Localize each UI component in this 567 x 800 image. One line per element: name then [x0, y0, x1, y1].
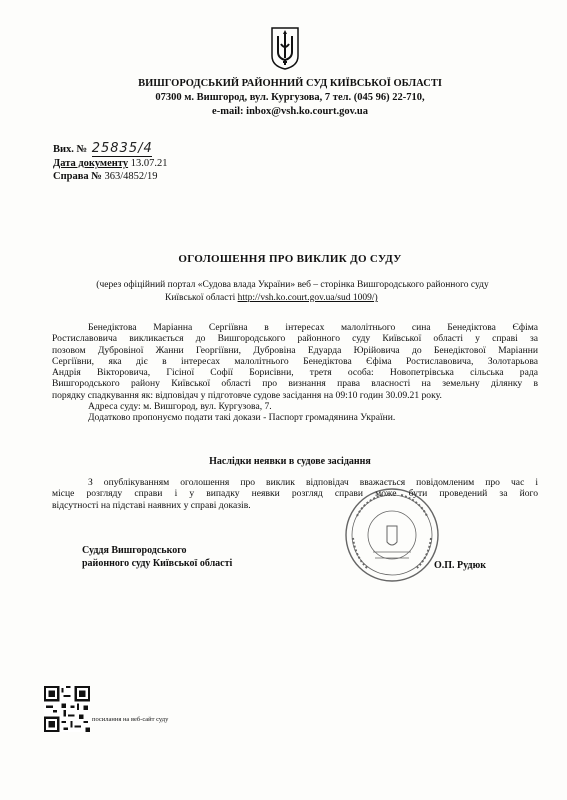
evidence-line: Додатково пропонуємо подати такі докази - Паспорт громадянина України. [88, 412, 396, 424]
outgoing-number-row [53, 141, 152, 157]
body-line: Вишгородського району Київської області про визнання права власності на земельну ділянку в [52, 378, 538, 390]
outgoing-number-label: Вих. № [53, 144, 88, 155]
case-number-row [53, 171, 158, 182]
court-website-link[interactable]: http://vsh.ko.court.gov.ua/sud 1009/) [237, 293, 378, 303]
document-date-label: Дата документу [53, 158, 129, 169]
consequences-title: Наслідки неявки в судове засідання [209, 456, 371, 467]
court-address-line: Адреса суду: м. Вишгород, вул. Кургузова, 7. [88, 401, 272, 413]
consequences-body [52, 477, 538, 511]
body-line: порядку спадкування як: відповідач у підготовче судове засідання на 09:10 годин 30.09.21 року. [52, 389, 442, 401]
consequences-line: З опублікуванням оголошення про виклик відповідач вважається повідомленим про час і [88, 477, 538, 488]
court-name: ВИШГОРОДСЬКИЙ РАЙОННИЙ СУД КИЇВСЬКОЇ ОБЛАСТІ [138, 78, 442, 89]
subtitle-line-2 [165, 292, 545, 304]
court-seal-stamp-icon [343, 486, 441, 584]
consequences-line: відсутності на підставі наявних у справі доказів. [52, 499, 251, 511]
document-date-row [53, 158, 167, 169]
trident-emblem-icon [270, 24, 300, 70]
document-date-value: 13.07.21 [130, 158, 168, 169]
notice-body [52, 322, 538, 424]
outgoing-number-value: 25835/4 [91, 141, 153, 156]
qr-caption: посилання на веб-сайт суду [92, 716, 169, 723]
body-line: Сергіївни, яка діє в інтересах малолітнього Бенедіктова Єфіма Ростиславовича, Золотарьова [52, 355, 538, 367]
court-email: e-mail: inbox@vsh.ko.court.gov.ua [212, 106, 368, 117]
case-number-label: Справа № [53, 171, 102, 182]
subtitle-line-1: (через офіційний портал «Судова влада України» веб – сторінка Вишгородського районного суду [96, 280, 489, 290]
body-line: Бенедіктова Маріанна Сергіївна в інтересах малолітнього сина Бенедіктова Єфіма [88, 322, 538, 333]
body-line: позовом Дубровіної Жанни Георгіївни, Дубровіна Едуарда Юрійовича до Бенедіктової Маріанни [52, 344, 538, 356]
signature-line-2: районного суду Київської області [82, 558, 233, 569]
case-number-value: 363/4852/19 [104, 171, 158, 182]
notice-title: ОГОЛОШЕННЯ ПРО ВИКЛИК ДО СУДУ [178, 253, 402, 265]
consequences-line: місце розгляду справи і у випадку неявки розгляд справи може бути проведений за його [52, 488, 538, 500]
body-line: Андрія Вікторовича, Гісіної Софії Борисівни, третя особа: Новопетрівська сільська рада [52, 367, 538, 379]
subtitle-text: Київської області [165, 293, 238, 303]
judge-name: О.П. Рудюк [434, 560, 486, 571]
court-address: 07300 м. Вишгород, вул. Кургузова, 7 тел. (045 96) 22-710, [155, 92, 425, 103]
qr-code-icon[interactable] [44, 686, 90, 732]
signature-line-1: Суддя Вишгородського [82, 545, 187, 556]
body-line: Ростиславовича викликається до Вишгородського районного суду Київської області у справі за [52, 333, 538, 345]
